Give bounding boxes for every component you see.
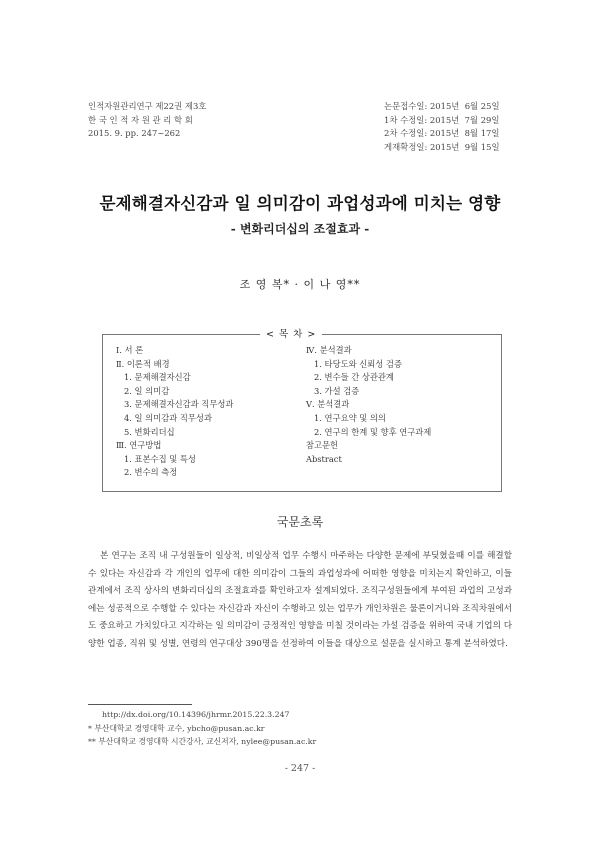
journal-issue: 2015. 9. pp. 247~262 [88, 128, 181, 138]
toc-item: 2. 변수들 간 상관관계 [314, 372, 394, 383]
page-number: - 247 - [284, 763, 316, 774]
date-row-accepted: 게재확정일: 2015년 9월 15일 [384, 141, 500, 152]
toc-item: 4. 일 의미감과 직무성과 [124, 412, 212, 423]
toc-item: Ⅰ. 서 론 [116, 345, 144, 355]
toc-heading: < 목 차 > [260, 326, 322, 340]
toc-item: Ⅱ. 이론적 배경 [116, 358, 170, 369]
abstract-body: 본 연구는 조직 내 구성원들이 일상적, 비일상적 업무 수행시 마주하는 다양한 문제에 부딪혔을때 이를 해결할 수 있다는 자신감과 각 개인의 업무에 대한 의미감이 그들의 과업성과에 어떠한 영향을 미치는지 확인하고, 이들 관계에서 조직 상사의 변화리더십의 조절효과를 확인하고자 설계되었다. 조직구성원들에게 부여된 과업의 고성과에는 성공적으로 수행할 수 있다는 자신감과 자신이 수행하고 있는 업무가 개인차원은 물론이거니와 조직차원에서도 중요하고 가치있다고 지각하는 일 의미감이 긍정적인 영향을 미칠 것이라는 가설 검증을 위하여 국내 기업의 다양한 업종, 직위 및 성별, 연령의 연구대상 390명을 선정하여 이들을 대상으로 설문을 실시하고 통계 분석하였다. [88, 551, 512, 649]
footnotes [88, 708, 316, 749]
toc-item: Abstract [306, 453, 342, 464]
submission-dates [384, 100, 500, 154]
abstract-heading: 국문초록 [276, 515, 324, 529]
paper-title: 문제해결자신감과 일 의미감이 과업성과에 미치는 영향 [99, 194, 501, 213]
footnote-divider [88, 704, 192, 705]
paper-authors: 조 영 복* · 이 나 영** [239, 278, 361, 291]
date-row-revision1: 1차 수정일: 2015년 7월 29일 [384, 114, 500, 125]
toc-item: Ⅴ. 분석결과 [306, 399, 350, 410]
toc-item: 5. 변화리더십 [124, 426, 175, 437]
toc-item: 1. 표본수집 및 특성 [124, 453, 196, 464]
toc-item: 1. 타당도와 신뢰성 검증 [314, 358, 402, 369]
toc-item: 3. 문제해결자신감과 직무성과 [124, 399, 234, 410]
date-row-revision2: 2차 수정일: 2015년 8월 17일 [384, 128, 500, 138]
toc-left-column [116, 344, 233, 480]
date-row-received: 논문접수일: 2015년 6월 25일 [384, 101, 500, 111]
toc-item: Ⅲ. 연구방법 [116, 440, 162, 451]
journal-name: 인적자원관리연구 제22권 제3호 [88, 101, 207, 111]
paper-subtitle: - 변화리더십의 조절효과 - [230, 222, 370, 236]
toc-item: 1. 문제해결자신감 [124, 372, 191, 383]
toc-item: 2. 일 의미감 [124, 385, 170, 396]
toc-item: Ⅳ. 분석결과 [306, 345, 352, 355]
footnote-author-1: * 부산대학교 경영대학 교수, ybcho@pusan.ac.kr [88, 723, 265, 733]
doi-link[interactable]: http://dx.doi.org/10.14396/jhrmr.2015.22.3.247 [102, 710, 290, 719]
toc-item: 1. 연구요약 및 의의 [314, 412, 386, 423]
toc-item: 2. 연구의 한계 및 향후 연구과제 [314, 426, 432, 437]
toc-item: 3. 가설 검증 [314, 385, 360, 396]
journal-society: 한 국 인 적 자 원 관 리 학 회 [88, 114, 193, 125]
toc-item: 2. 변수의 측정 [124, 467, 178, 478]
footnote-author-2: ** 부산대학교 경영대학 시간강사, 교신저자, nylee@pusan.ac.kr [88, 737, 317, 746]
journal-info [88, 100, 206, 141]
toc-right-column [306, 344, 431, 466]
toc-item: 참고문헌 [306, 440, 339, 451]
